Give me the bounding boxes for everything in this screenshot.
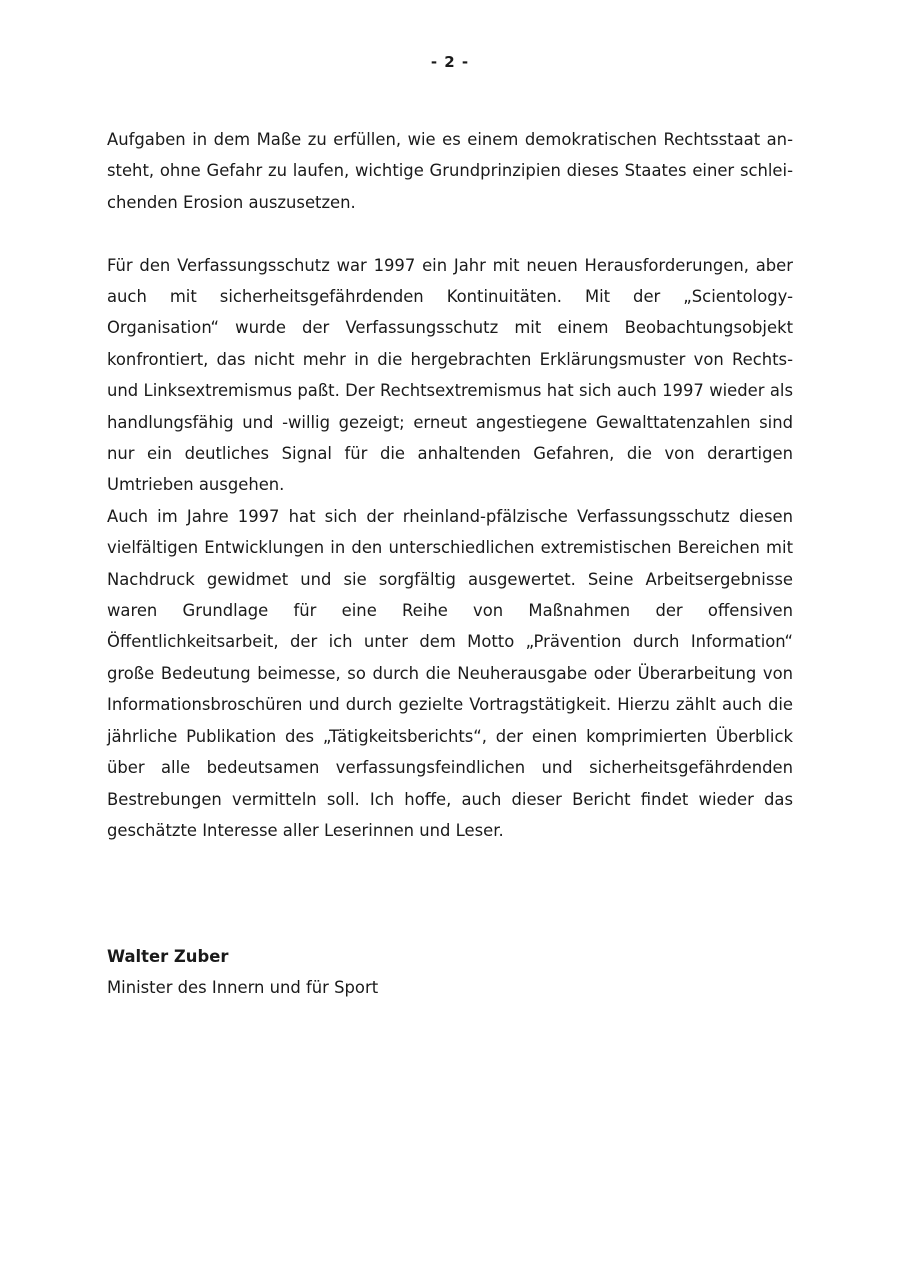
body-text: [107, 124, 793, 846]
paragraph-2: Für den Verfassungsschutz war 1997 ein Jahr mit neuen Herausforderungen, aber auch mit sicherheitsgefährdenden Kontinuitäten. Mit der „Scientology-Organisation“ wurde der Verfassungsschutz mit einem Beobachtungsobjekt konfrontiert, das nicht mehr in die hergebrachten Erklärungsmuster von Rechts- und Linksextremismus paßt. Der Rechtsextremismus hat sich auch 1997 wieder als handlungsfähig und -willig gezeigt; erneut angestiegene Gewalttatenzahlen sind nur ein deutliches Signal für die anhaltenden Gefahren, die von derartigen Umtrieben ausgehen.: [107, 255, 793, 495]
signature-block: [107, 941, 378, 1004]
signatory-name: Walter Zuber: [107, 947, 229, 966]
paragraph-3: Auch im Jahre 1997 hat sich der rheinland-pfälzische Verfassungsschutz diesen vielfältigen Entwicklungen in den unterschiedlichen extremistischen Bereichen mit Nachdruck gewidmet und sie sorgfältig ausgewertet. Seine Arbeitsergebnisse waren Grundlage für eine Reihe von Maßnahmen der offensiven Öffentlichkeitsarbeit, der ich unter dem Motto „Prävention durch Information“ große Bedeutung beimesse, so durch die Neuherausgabe oder Überarbeitung von Informationsbroschüren und durch gezielte Vortragstätigkeit. Hierzu zählt auch die jährliche Publikation des „Tätigkeitsberichts“, der einen komprimierten Überblick über alle bedeutsamen verfassungsfeindlichen und sicherheitsgefährdenden Bestrebungen vermitteln soll. Ich hoffe, auch dieser Bericht findet wieder das geschätzte Interesse aller Leserinnen und Leser.: [107, 506, 793, 840]
page-number: - 2 -: [430, 53, 470, 71]
paragraph-1: Aufgaben in dem Maße zu erfüllen, wie es einem demokratischen Rechtsstaat ansteht, ohne Gefahr zu laufen, wichtige Grundprinzipien dieses Staates einer schleichenden Erosion auszusetzen.: [107, 130, 793, 212]
signatory-title: Minister des Innern und für Sport: [107, 978, 379, 998]
